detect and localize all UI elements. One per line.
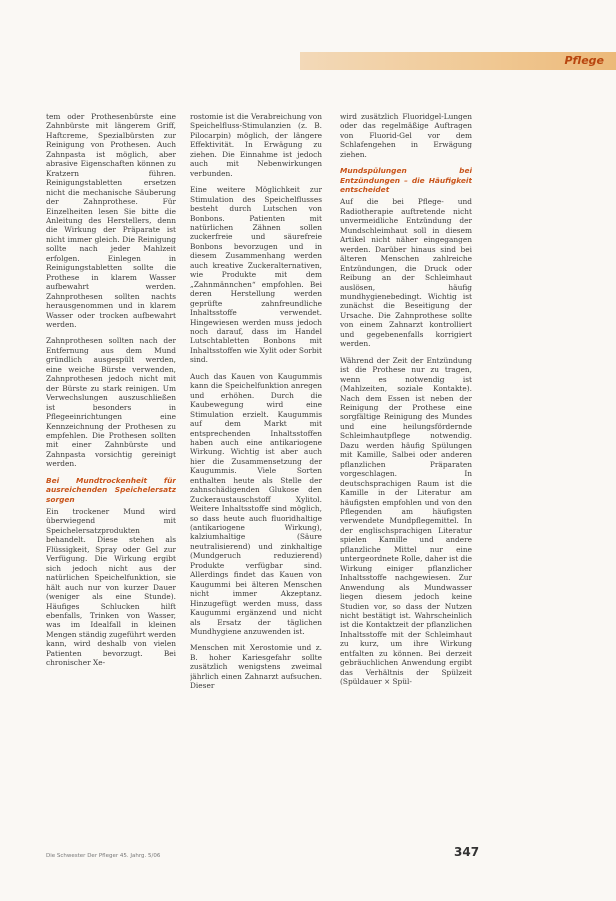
- paragraph: Eine weitere Möglichkeit zur Stimulation des Speichelflusses besteht durch Lutschen von Bonbons. Patienten mit natürlichen Zähnen sollen zuckerfreie und säurefreie Bonbons bevorzugen und in diesem Zusammenhang werden auch kreative Zuckeralternativen, wie Produkte mit dem „Zahnmännchen“ empfohlen. Bei deren Herstellung werden geprüfte zahnfreundliche Inhaltsstoffe verwendet. Hingewiesen werden muss jedoch noch darauf, dass im Handel Lutschtabletten Bonbons mit Inhaltsstoffen wie Xylit oder Sorbit sind.: [190, 185, 322, 365]
- section-label: Pflege: [564, 54, 604, 67]
- paragraph: tem oder Prothesenbürste eine Zahnbürste mit längerem Griff, Haftcreme, Spezialbürsten zur Reinigung von Prothesen. Auch Zahnpasta ist möglich, aber abrasive Eigenschaften können zu Kratzern führen. Reinigungstabletten ersetzen nicht die mechanische Säuberung der Zahnprothese. Für Einzelheiten lesen Sie bitte die Anleitung des Herstellers, denn die Wirkung der Präparate ist nicht immer gleich. Die Reinigung sollte nach jeder Mahlzeit erfolgen. Einlegen in Reinigungstabletten sollte die Prothese in klarem Wasser aufbewahrt werden. Zahnprothesen sollten nachts herausgenommen und in klarem Wasser oder trocken aufbewahrt werden.: [46, 112, 176, 329]
- paragraph: Während der Zeit der Entzündung ist die Prothese nur zu tragen, wenn es notwendig ist (Mahlzeiten, soziale Kontakte). Nach dem Essen ist neben der Reinigung der Prothese eine sorgfältige Reinigung des Mundes und eine heilungsfördernde Schleimhautpflege notwendig. Dazu werden häufig Spülungen mit Kamille, Salbei oder anderen pflanzlichen Präparaten vorgeschlagen. In deutschsprachigen Raum ist die Kamille in der Literatur am häufigsten empfohlen und von den Pflegenden am häufigsten verwendete Mundpflegemittel. In der englischsprachigen Literatur spielen Kamille und andere pflanzliche Mittel nur eine untergeordnete Rolle, daher ist die Wirkung einiger pflanzlicher Inhaltsstoffe nachgewiesen. Zur Anwendung als Mundwasser liegen diesem jedoch keine Studien vor, so dass der Nutzen nicht bestätigt ist. Wahrscheinlich ist die Kontaktzeit der pflanzlichen Inhaltsstoffe mit der Schleimhaut zu kurz, um ihre Wirkung entfalten zu können. Bei derzeit gebräuchlichen Anwendung ergibt das Verhältnis der Spülzeit (Spüldauer × Spül-: [340, 355, 472, 687]
- paragraph: Zahnprothesen sollten nach der Entfernung aus dem Mund gründlich ausgespült werden, eine weiche Bürste verwenden, Zahnprothesen jedoch nicht mit der Bürste zu stark reinigen. Um Verwechslungen auszuschließen ist besonders in Pflegeeinrichtungen eine Kennzeichnung der Prothesen zu empfehlen. Die Prothesen sollten mit einer Zahnbürste und Zahnpasta vorsichtig gereinigt werden.: [46, 336, 176, 469]
- paragraph: Auch das Kauen von Kaugummis kann die Speichelfunktion anregen und erhöhen. Durch die Kaubewegung wird eine Stimulation erzielt. Kaugummis auf dem Markt mit entsprechenden Inhaltsstoffen haben auch eine antikariogene Wirkung. Wichtig ist aber auch hier die Zusammensetzung der Kaugummis. Viele Sorten enthalten heute als Stelle der zahnschädigenden Glukose den Zuckeraustauschstoff Xylitol. Weitere Inhaltsstoffe sind möglich, so dass heute auch fluoridhaltige (antikariogene Wirkung), kalziumhaltige (Säure neutralisierend) und zinkhaltige (Mundgeruch reduzierend) Produkte verfügbar sind. Allerdings findet das Kauen von Kaugummi bei älteren Menschen nicht immer Akzeptanz. Hinzugefügt werden muss, dass Kaugummi ergänzend und nicht als Ersatz der täglichen Mundhygiene anzuwenden ist.: [190, 371, 322, 637]
- text-column-1: [46, 112, 176, 892]
- paragraph: Menschen mit Xerostomie und z. B. hoher Kariesgefahr sollte zusätzlich wenigstens zweimal jährlich einen Zahnarzt aufsuchen. Dieser: [190, 643, 322, 691]
- page-number: 347: [454, 845, 480, 859]
- text-column-2: [190, 112, 322, 842]
- paragraph: wird zusätzlich Fluoridgel-Lungen oder das regelmäßige Auftragen von Fluorid-Gel vor dem Schlafengehen in Erwägung ziehen.: [340, 112, 472, 159]
- publication-footer: Die Schwester Der Pfleger 45. Jahrg. 5/06: [46, 853, 161, 859]
- paragraph: Auf die bei Pflege- und Radiotherapie auftretende nicht unvermeidliche Entzündung der Mundschleimhaut soll in diesem Artikel nicht näher eingegangen werden. Darüber hinaus sind bei älteren Menschen zahlreiche Entzündungen, die Druck oder Reibung an der Schleimhaut auslösen, häufig mundhygienebedingt. Wichtig ist zunächst die Beseitigung der Ursache. Die Zahnprothese sollte von einem Zahnarzt kontrolliert und gegebenenfalls korrigiert werden.: [340, 197, 472, 349]
- section-heading: Bei Mundtrockenheit für ausreichenden Speichelersatz sorgen: [46, 475, 176, 504]
- paragraph: Ein trockener Mund wird überwiegend mit Speichelersatzprodukten behandelt. Diese stehen als Flüssigkeit, Spray oder Gel zur Verfügung. Die Wirkung ergibt sich jedoch nicht aus der natürlichen Speichelfunktion, sie hält auch nur von kurzer Dauer (weniger als eine Stunde). Häufiges Schlucken hilft ebenfalls, Trinken von Wasser, was im Idealfall in kleinen Mengen ständig zugeführt werden kann, wird deshalb von vielen Patienten bevorzugt. Bei chronischer Xe-: [46, 506, 176, 668]
- text-column-3: [340, 112, 472, 882]
- section-heading: Mundspülungen bei Entzündungen – die Häufigkeit entscheidet: [340, 166, 472, 195]
- paragraph: rostomie ist die Verabreichung von Speichelfluss-Stimulanzien (z. B. Pilocarpin) möglich, der längere Effektivität. In Erwägung zu ziehen. Die Einnahme ist jedoch auch mit Nebenwirkungen verbunden.: [190, 112, 322, 178]
